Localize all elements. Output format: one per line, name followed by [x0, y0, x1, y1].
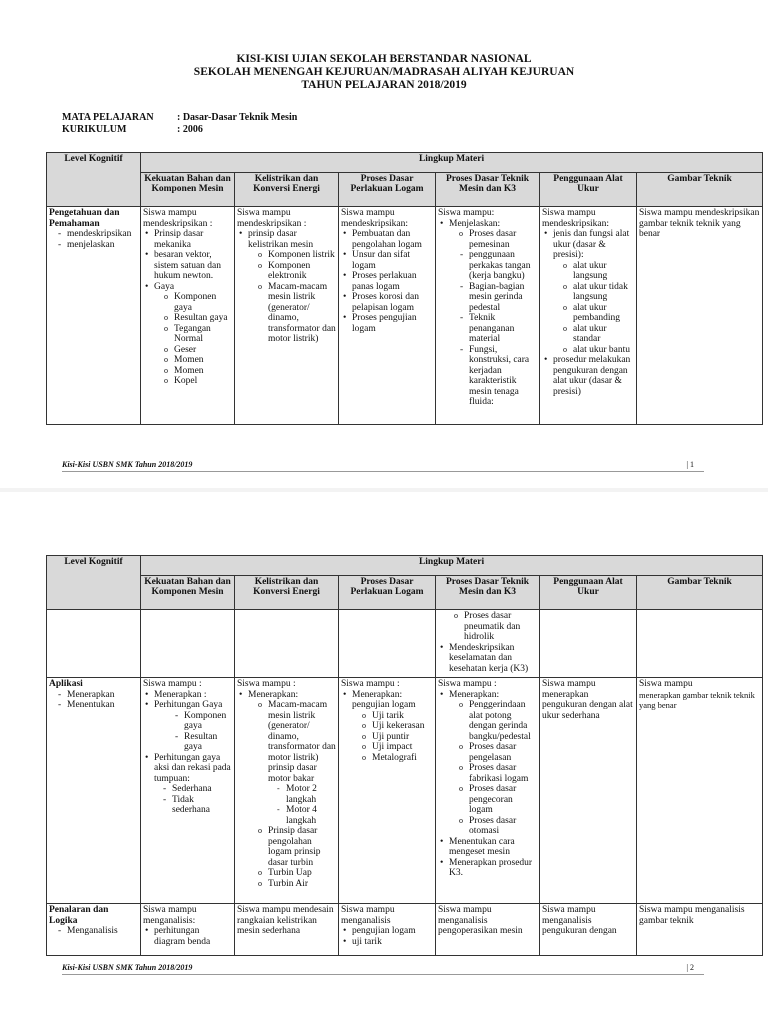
- list-item-label: jenis dan fungsi alat ukur (dasar & presisi):: [553, 229, 630, 260]
- footer-text: Kisi-Kisi USBN SMK Tahun 2018/2019: [62, 963, 193, 972]
- cell-col-2: [235, 678, 339, 904]
- list-item: • Proses korosi dan pelapisan logam: [341, 292, 433, 313]
- list-item: o Uji tarik: [362, 711, 433, 722]
- cell-col-6: [637, 678, 763, 904]
- list-item: - Tidak sederhana: [162, 795, 232, 816]
- list-item: o Kopel: [164, 376, 232, 387]
- cell-col-6: Siswa mampu mendeskripsikan gambar teknik teknik yang benar: [637, 207, 763, 425]
- header-col-1: Kekuatan Bahan dan Komponen Mesin: [141, 173, 235, 207]
- list-item: • pengujian logam: [341, 926, 433, 937]
- list-item: o Turbin Air: [258, 879, 336, 890]
- list-item: o Uji impact: [362, 742, 433, 753]
- header-col-5: Penggunaan Alat Ukur: [540, 173, 637, 207]
- list-item: o Proses dasar pengelasan: [459, 742, 537, 763]
- grid-table-page-2: [46, 555, 763, 956]
- list-item-label: Menerapkan: pengujian logam: [352, 689, 416, 710]
- list-item: [143, 700, 232, 753]
- level-cell: [47, 207, 141, 425]
- cell-col-1: [141, 610, 235, 678]
- doc-title-line-2: SEKOLAH MENENGAH KEJURUAN/MADRASAH ALIYAH KEJURUAN: [193, 66, 575, 78]
- list-item: • Menerapkan :: [143, 690, 232, 701]
- doc-title-line-3: TAHUN PELAJARAN 2018/2019: [301, 79, 467, 91]
- cell-col-4: [436, 678, 540, 904]
- list-item: o Prinsip dasar pengolahan logam prinsip dasar turbin: [258, 826, 336, 868]
- list-item: o alat ukur langsung: [563, 261, 634, 282]
- list-item: - Fungsi, konstruksi, cara kerjadan karakteristik mesin tenaga fluida:: [459, 345, 537, 408]
- header-level: Level Kognitif: [47, 153, 141, 207]
- level-cell: [47, 610, 141, 678]
- level-item: - Menerapkan: [57, 690, 138, 701]
- list-item: • Mendeskripsikan keselamatan dan kesehatan kerja (K3): [438, 643, 537, 675]
- cell-col-2: [235, 610, 339, 678]
- list-item: o alat ukur tidak langsung: [563, 282, 634, 303]
- list-item: - penggunaan perkakas tangan (kerja bangku): [459, 250, 537, 282]
- list-item-label: prinsip dasar kelistrikan mesin: [248, 229, 314, 250]
- header-col-4: Proses Dasar Teknik Mesin dan K3: [436, 173, 540, 207]
- header-scope: Lingkup Materi: [141, 556, 763, 576]
- list-item: [438, 219, 537, 408]
- cell-col-5: Siswa mampu menganalisis pengukuran dengan: [540, 904, 637, 956]
- level-item: - Menentukan: [57, 700, 138, 711]
- header-col-2: Kelistrikan dan Konversi Energi: [235, 576, 339, 610]
- list-item: o Uji kekerasan: [362, 721, 433, 732]
- list-item: • Pembuatan dan pengolahan logam: [341, 229, 433, 250]
- meta-subject-key: MATA PELAJARAN: [62, 112, 154, 123]
- list-item: o Momen: [164, 366, 232, 377]
- cell-intro: Siswa mampu mendeskripsikan :: [237, 208, 307, 229]
- header-col-4: Proses Dasar Teknik Mesin dan K3: [436, 576, 540, 610]
- list-item-label: Menerapkan:: [248, 689, 299, 700]
- doc-title-line-1: KISI-KISI UJIAN SEKOLAH BERSTANDAR NASIONAL: [236, 53, 532, 65]
- cell-col-3: [339, 678, 436, 904]
- cell-intro: Siswa mampu mendeskripsikan :: [143, 208, 213, 229]
- header-scope: Lingkup Materi: [141, 153, 763, 173]
- list-item: o Proses dasar otomasi: [459, 816, 537, 837]
- list-item-label: Macam-macam mesin listrik (generator/ dinamo, transformator dan motor listrik) prinsip dasar motor bakar: [268, 700, 336, 784]
- list-item: o Resultan gaya: [164, 313, 232, 324]
- list-item: • besaran vektor, sistem satuan dan hukum newton.: [143, 250, 232, 282]
- list-item: - Komponen gaya: [174, 711, 232, 732]
- page-footer: [62, 963, 704, 975]
- cell-col-3: [339, 610, 436, 678]
- cell-col-2: [235, 207, 339, 425]
- cell-col-5: [540, 610, 637, 678]
- cell-col-2: Siswa mampu mendesain rangkaian kelistrikan mesin sederhana: [235, 904, 339, 956]
- cell-intro: Siswa mampu menganalisis: [341, 905, 395, 926]
- level-cell: [47, 678, 141, 904]
- list-item: • Proses pengujian logam: [341, 313, 433, 334]
- list-item: • perhitungan diagram benda: [143, 926, 232, 947]
- list-item: [542, 229, 634, 355]
- list-item: [237, 229, 336, 345]
- list-item: o Turbin Uap: [258, 868, 336, 879]
- level-cell: [47, 904, 141, 956]
- list-item: [237, 690, 336, 890]
- list-item: o alat ukur pembanding: [563, 303, 634, 324]
- list-item: [143, 282, 232, 387]
- list-item: • Prinsip dasar mekanika: [143, 229, 232, 250]
- list-item: o Proses dasar pengecoran logam: [459, 784, 537, 816]
- header-col-3: Proses Dasar Perlakuan Logam: [339, 576, 436, 610]
- cell-intro: Siswa mampu :: [341, 679, 400, 689]
- list-item: [143, 753, 232, 816]
- list-item: - Motor 2 langkah: [276, 784, 336, 805]
- list-item: - Bagian-bagian mesin gerinda pedestal: [459, 282, 537, 314]
- header-col-1: Kekuatan Bahan dan Komponen Mesin: [141, 576, 235, 610]
- list-item: o Uji puntir: [362, 732, 433, 743]
- cell-intro: Siswa mampu:: [438, 208, 495, 218]
- cell-col-1: [141, 207, 235, 425]
- table-row: [47, 904, 763, 956]
- cell-intro: Siswa mampu: [639, 679, 693, 689]
- list-item: [258, 700, 336, 826]
- list-item: o Proses dasar pemesinan: [459, 229, 537, 250]
- header-level: Level Kognitif: [47, 556, 141, 610]
- cell-col-1: [141, 904, 235, 956]
- cell-col-5: Siswa mampu menerapkan pengukuran dengan alat ukur sederhana: [540, 678, 637, 904]
- list-item: - Sederhana: [162, 784, 232, 795]
- cell-col-4: [436, 610, 540, 678]
- cell-intro: Siswa mampu mendeskripsikan:: [341, 208, 409, 229]
- list-item: o Komponen gaya: [164, 292, 232, 313]
- meta-curriculum-value: : 2006: [177, 124, 203, 135]
- cell-intro: Siswa mampu :: [143, 679, 202, 689]
- list-item: - Resultan gaya: [174, 732, 232, 753]
- list-item: o Momen: [164, 355, 232, 366]
- header-col-6: Gambar Teknik: [637, 576, 763, 610]
- list-item: o Proses dasar fabrikasi logam: [459, 763, 537, 784]
- page-number: | 1: [686, 460, 694, 469]
- list-item: • prosedur melakukan pengukuran dengan alat ukur (dasar & presisi): [542, 355, 634, 397]
- header-col-6: Gambar Teknik: [637, 173, 763, 207]
- cell-text: menerapkan gambar teknik teknik yang benar: [639, 689, 755, 710]
- cell-intro: Siswa mampu mendeskripsikan:: [542, 208, 610, 229]
- list-item-label: Menjelaskan:: [449, 218, 501, 229]
- header-col-3: Proses Dasar Perlakuan Logam: [339, 173, 436, 207]
- level-item: - Menganalisis: [57, 926, 138, 937]
- meta-subject: [62, 112, 297, 124]
- grid-table-page-1: [46, 152, 763, 425]
- list-item: - Teknik penanganan material: [459, 313, 537, 345]
- cell-intro: Siswa mampu :: [237, 679, 296, 689]
- cell-col-5: [540, 207, 637, 425]
- list-item: • Unsur dan sifat logam: [341, 250, 433, 271]
- list-item: • Menentukan cara mengeset mesin: [438, 837, 537, 858]
- meta-curriculum-key: KURIKULUM: [62, 124, 127, 135]
- cell-col-6: [637, 610, 763, 678]
- cell-col-4: Siswa mampu menganalisis pengoperasikan mesin: [436, 904, 540, 956]
- cell-intro: Siswa mampu menganalisis:: [143, 905, 197, 926]
- page-number: | 2: [686, 963, 694, 972]
- meta-curriculum: [62, 124, 203, 136]
- table-row: [47, 610, 763, 678]
- list-item: • Proses perlakuan panas logam: [341, 271, 433, 292]
- list-item: o Komponen listrik: [258, 250, 336, 261]
- list-item: o Komponen elektronik: [258, 261, 336, 282]
- table-row: [47, 678, 763, 904]
- meta-subject-value: : Dasar-Dasar Teknik Mesin: [177, 112, 298, 123]
- table-row: [47, 207, 763, 425]
- list-item: o Macam-macam mesin listrik (generator/ dinamo, transformator dan motor listrik): [258, 282, 336, 345]
- list-item: • Menerapkan prosedur K3.: [438, 858, 537, 879]
- document-page-1: [0, 0, 768, 492]
- list-item-label: Perhitungan Gaya: [154, 700, 223, 710]
- list-item: [341, 690, 433, 764]
- list-item: [438, 690, 537, 837]
- header-col-5: Penggunaan Alat Ukur: [540, 576, 637, 610]
- footer-text: Kisi-Kisi USBN SMK Tahun 2018/2019: [62, 460, 193, 469]
- cell-col-3: [339, 904, 436, 956]
- cell-col-4: [436, 207, 540, 425]
- level-title: Pengetahuan dan Pemahaman: [49, 208, 120, 229]
- cell-col-1: [141, 678, 235, 904]
- level-title: Aplikasi: [49, 679, 83, 689]
- list-item: o Tegangan Normal: [164, 324, 232, 345]
- list-item: - Motor 4 langkah: [276, 805, 336, 826]
- list-item-label: Perhitungan gaya aksi dan rekasi pada tumpuan:: [154, 752, 231, 784]
- list-item: o Geser: [164, 345, 232, 356]
- header-col-2: Kelistrikan dan Konversi Energi: [235, 173, 339, 207]
- cell-intro: Siswa mampu :: [438, 679, 497, 689]
- level-item: - menjelaskan: [57, 240, 138, 251]
- page-footer: [62, 460, 704, 472]
- document-page-2: [0, 492, 768, 1024]
- level-title: Penalaran dan Logika: [49, 905, 109, 926]
- list-item: o Metalografi: [362, 753, 433, 764]
- cell-col-3: [339, 207, 436, 425]
- cell-col-6: Siswa mampu menganalisis gambar teknik: [637, 904, 763, 956]
- level-item: - mendeskripsikan: [57, 229, 138, 240]
- list-item: o alat ukur bantu: [563, 345, 634, 356]
- list-item: o Penggerindaan alat potong dengan gerinda bangku/pedestal: [459, 700, 537, 742]
- list-item-label: Menerapkan:: [449, 689, 500, 700]
- list-item: • uji tarik: [341, 937, 433, 948]
- list-item-label: Gaya: [154, 281, 175, 292]
- list-item: o alat ukur standar: [563, 324, 634, 345]
- list-item: o Proses dasar pneumatik dan hidrolik: [454, 611, 537, 643]
